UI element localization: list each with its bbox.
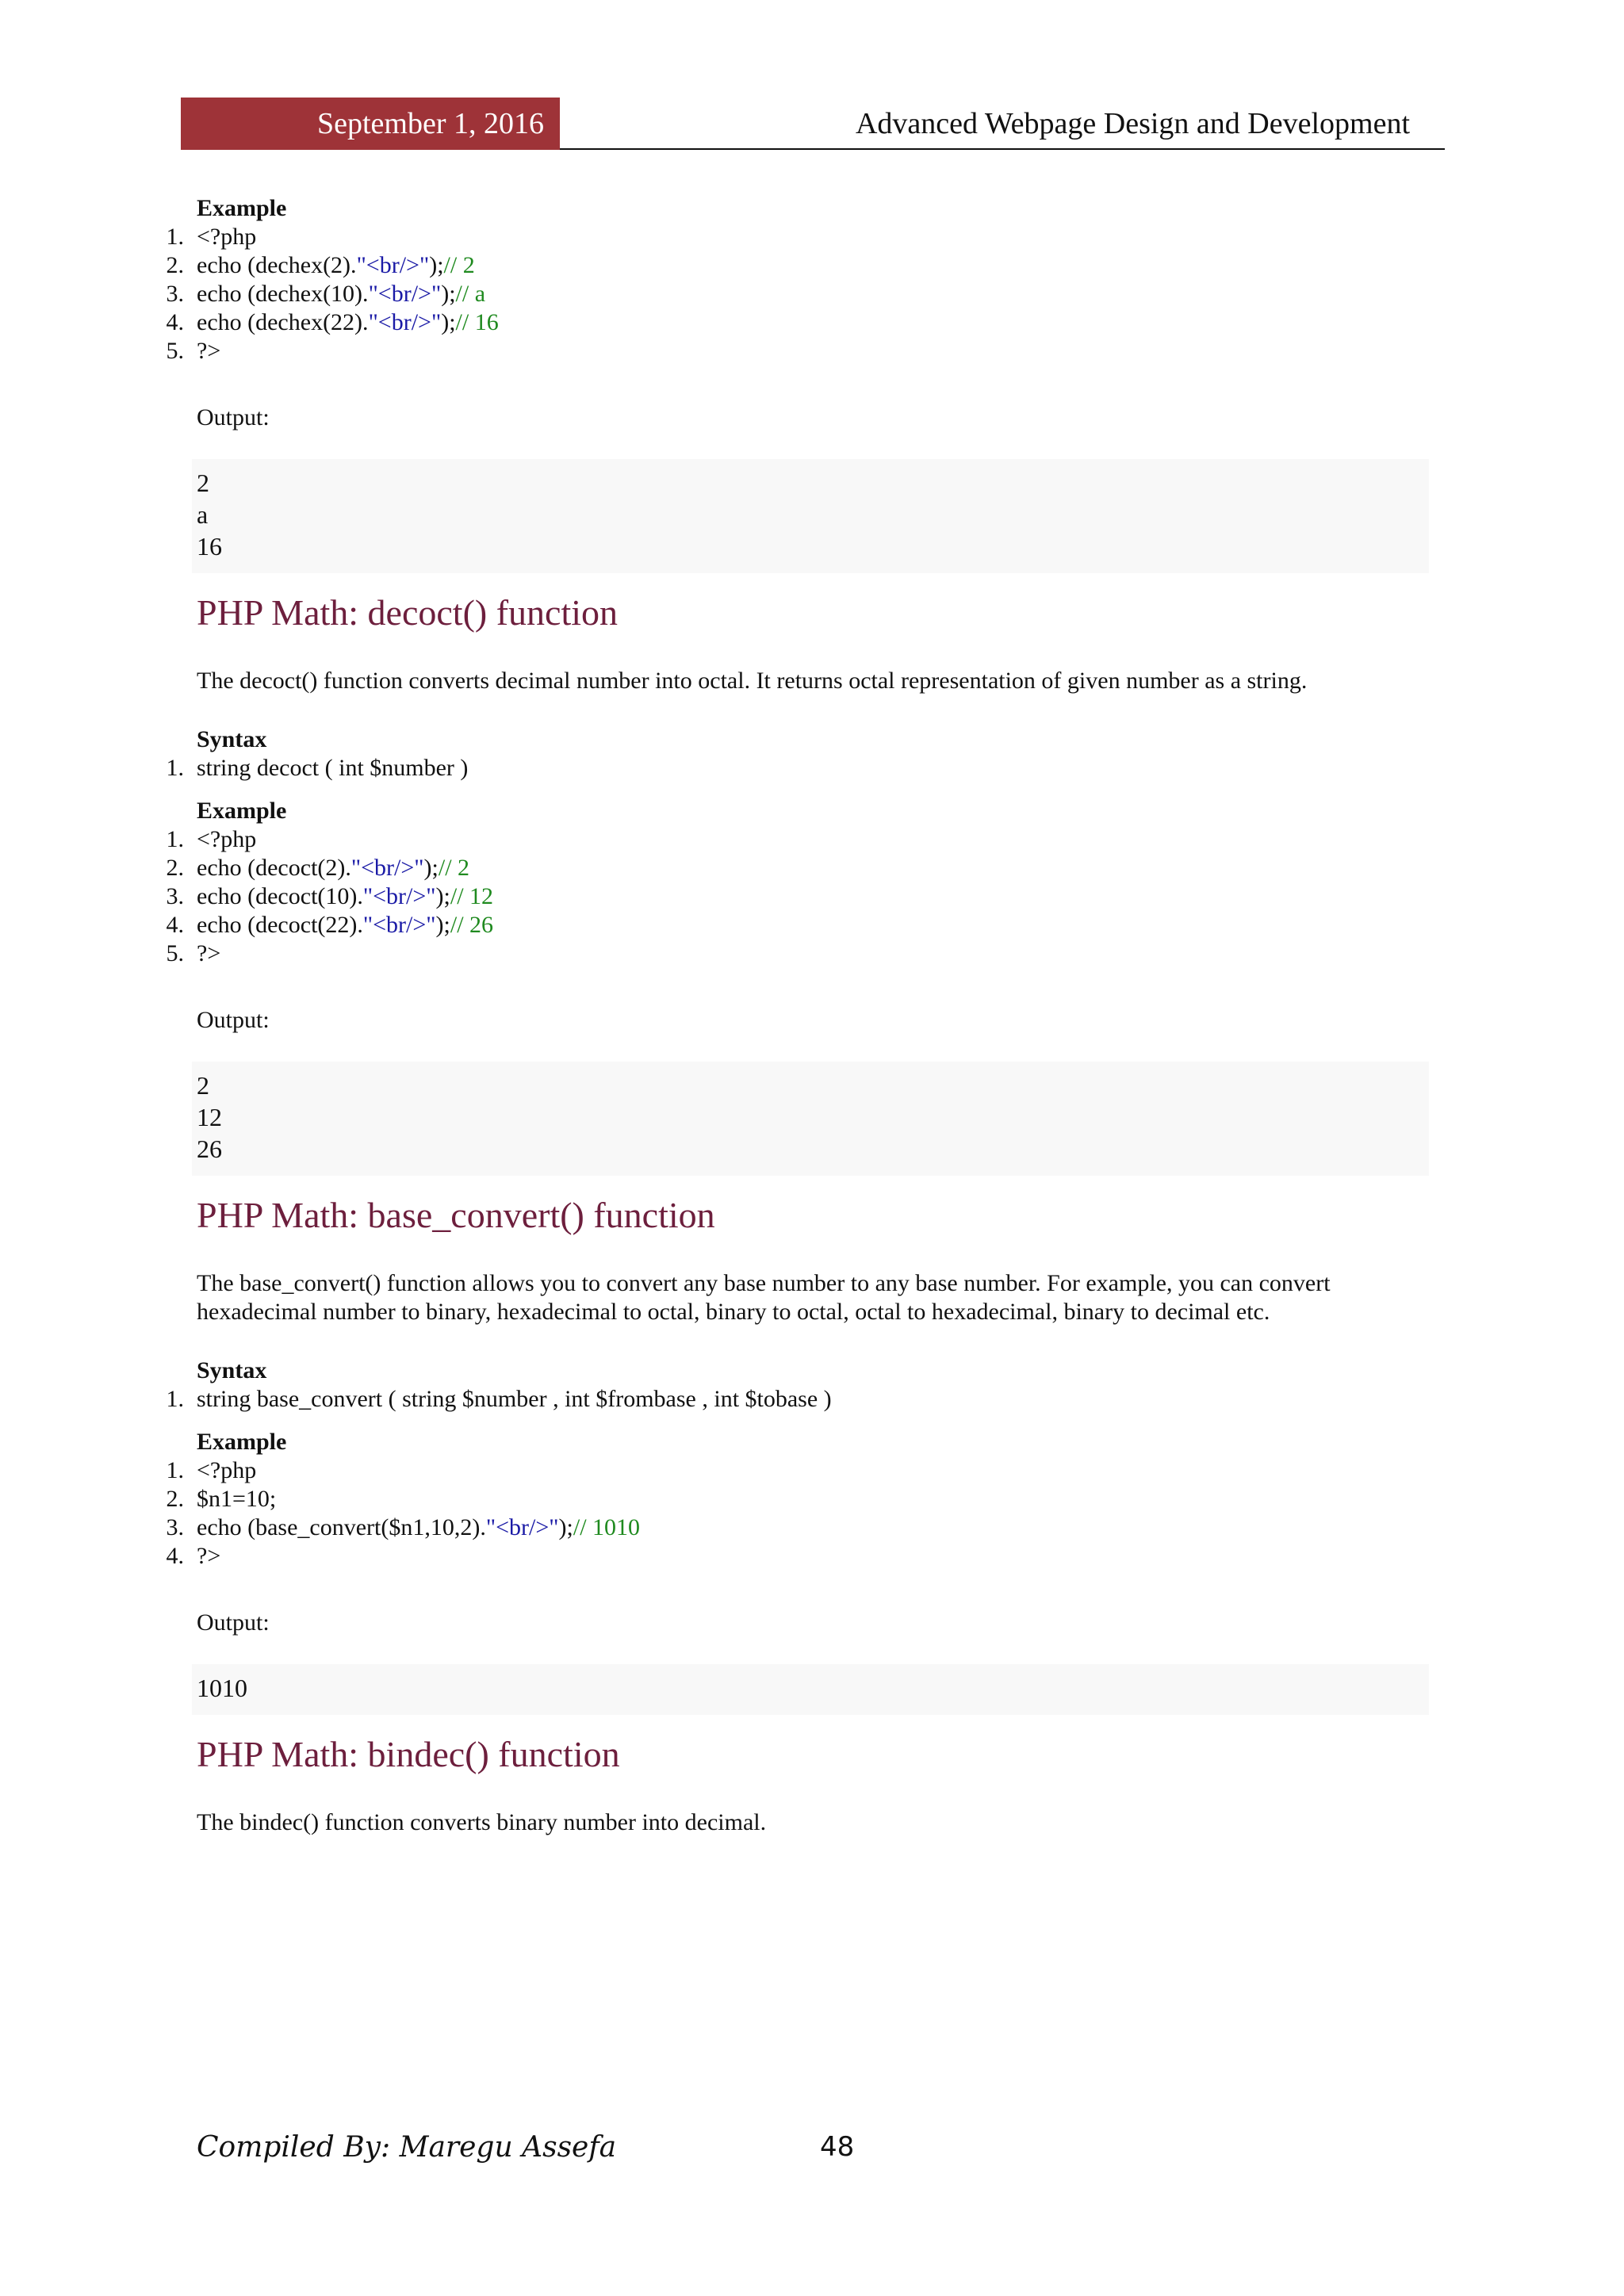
- page-number: 48: [820, 2131, 855, 2163]
- code-line: [166, 1385, 1434, 1414]
- code-string: "<br/>": [350, 855, 424, 881]
- code-line: [166, 882, 1434, 911]
- line-number: 2.: [166, 1486, 184, 1512]
- code-tail: );: [441, 281, 456, 307]
- code-tail: );: [435, 883, 450, 909]
- code-line: [166, 251, 1434, 280]
- code-text: echo (decoct(2).: [197, 855, 351, 881]
- line-number: 3.: [166, 883, 184, 909]
- output-box: [192, 1664, 1429, 1715]
- syntax-label: Syntax: [197, 726, 267, 752]
- code-string: "<br/>": [356, 252, 430, 278]
- header-title: Advanced Webpage Design and Development: [855, 107, 1410, 140]
- code-line: [166, 1456, 1434, 1485]
- code-tail: );: [558, 1514, 573, 1540]
- code-line: [166, 1513, 1434, 1542]
- output-line: 1010: [197, 1674, 247, 1702]
- code-string: "<br/>": [368, 309, 442, 335]
- line-number: 1.: [166, 1457, 184, 1483]
- code-string: "<br/>": [362, 912, 436, 938]
- code-text: echo (dechex(2).: [197, 252, 357, 278]
- code-text: echo (decoct(22).: [197, 912, 363, 938]
- page-header: [181, 98, 1445, 150]
- line-number: 4.: [166, 912, 184, 938]
- line-number: 1.: [166, 224, 184, 250]
- code-line: [166, 223, 1434, 251]
- line-number: 1.: [166, 1386, 184, 1412]
- syntax-listing: [166, 1385, 1434, 1414]
- code-comment: // 16: [455, 309, 499, 335]
- code-comment: // 26: [450, 912, 494, 938]
- output-line: 12: [197, 1103, 222, 1131]
- line-number: 2.: [166, 855, 184, 881]
- code-line: [166, 854, 1434, 882]
- line-number: 5.: [166, 338, 184, 364]
- section-heading: PHP Math: base_convert() function: [197, 1195, 715, 1235]
- example-label: Example: [197, 798, 287, 824]
- line-number: 4.: [166, 1543, 184, 1569]
- code-text: ?>: [197, 338, 221, 364]
- code-tail: );: [429, 252, 444, 278]
- output-box: [192, 1062, 1429, 1176]
- code-string: "<br/>": [368, 281, 442, 307]
- output-line: 16: [197, 532, 222, 561]
- line-number: 5.: [166, 940, 184, 966]
- base-convert-section: [166, 1193, 1434, 1715]
- section-description: The decoct() function converts decimal number into octal. It returns octal representation of given number as a string.: [197, 668, 1308, 694]
- header-date: September 1, 2016: [181, 98, 560, 150]
- decoct-section: [166, 591, 1434, 1176]
- code-text: ?>: [197, 1543, 221, 1569]
- code-text: echo (base_convert($n1,10,2).: [197, 1514, 486, 1540]
- line-number: 4.: [166, 309, 184, 335]
- line-number: 3.: [166, 1514, 184, 1540]
- line-number: 3.: [166, 281, 184, 307]
- code-line: [166, 280, 1434, 308]
- code-text: string decoct ( int $number ): [197, 755, 469, 781]
- header-rule: [560, 148, 1445, 150]
- example-label: Example: [197, 1429, 287, 1455]
- output-label: Output:: [197, 1007, 270, 1033]
- code-listing: [166, 1456, 1434, 1571]
- code-string: "<br/>": [485, 1514, 559, 1540]
- code-line: [166, 1485, 1434, 1513]
- output-box: [192, 459, 1429, 573]
- output-line: 2: [197, 469, 209, 497]
- code-text: <?php: [197, 1457, 257, 1483]
- output-label: Output:: [197, 1609, 270, 1636]
- line-number: 2.: [166, 252, 184, 278]
- code-line: [166, 911, 1434, 939]
- output-line: 2: [197, 1071, 209, 1100]
- code-line: [166, 939, 1434, 968]
- code-text: ?>: [197, 940, 221, 966]
- section-description: The bindec() function converts binary number into decimal.: [197, 1809, 767, 1835]
- dechex-example-section: [166, 194, 1434, 573]
- code-text: $n1=10;: [197, 1486, 277, 1512]
- code-line: [166, 825, 1434, 854]
- code-comment: // a: [455, 281, 486, 307]
- code-comment: // 1010: [573, 1514, 641, 1540]
- code-listing: [166, 825, 1434, 968]
- code-tail: );: [435, 912, 450, 938]
- code-string: "<br/>": [362, 883, 436, 909]
- code-listing: [166, 223, 1434, 365]
- output-line: 26: [197, 1135, 222, 1163]
- footer-author: Compiled By: Maregu Assefa: [197, 2131, 617, 2164]
- output-label: Output:: [197, 404, 270, 430]
- section-heading: PHP Math: bindec() function: [197, 1734, 620, 1774]
- section-heading: PHP Math: decoct() function: [197, 592, 619, 633]
- code-comment: // 12: [450, 883, 494, 909]
- code-comment: // 2: [443, 252, 475, 278]
- code-text: <?php: [197, 826, 257, 852]
- code-line: [166, 337, 1434, 365]
- code-line: [166, 308, 1434, 337]
- syntax-label: Syntax: [197, 1357, 267, 1383]
- code-line: [166, 754, 1434, 783]
- code-tail: );: [441, 309, 456, 335]
- code-text: <?php: [197, 224, 257, 250]
- code-line: [166, 1542, 1434, 1571]
- code-text: echo (decoct(10).: [197, 883, 363, 909]
- syntax-listing: [166, 754, 1434, 783]
- code-text: echo (dechex(10).: [197, 281, 369, 307]
- output-line: a: [197, 500, 209, 529]
- example-label: Example: [197, 195, 287, 221]
- section-description: The base_convert() function allows you to convert any base number to any base number. For example, you can convert hexadecimal number to binary, hexadecimal to octal, binary to octal, octal to hexadecimal, binary to decimal etc.: [197, 1270, 1331, 1325]
- code-tail: );: [423, 855, 439, 881]
- line-number: 1.: [166, 826, 184, 852]
- line-number: 1.: [166, 755, 184, 781]
- page-content: [166, 194, 1434, 1837]
- code-text: echo (dechex(22).: [197, 309, 369, 335]
- code-comment: // 2: [438, 855, 470, 881]
- code-text: string base_convert ( string $number , int $frombase , int $tobase ): [197, 1386, 832, 1412]
- bindec-section: [197, 1732, 1434, 1837]
